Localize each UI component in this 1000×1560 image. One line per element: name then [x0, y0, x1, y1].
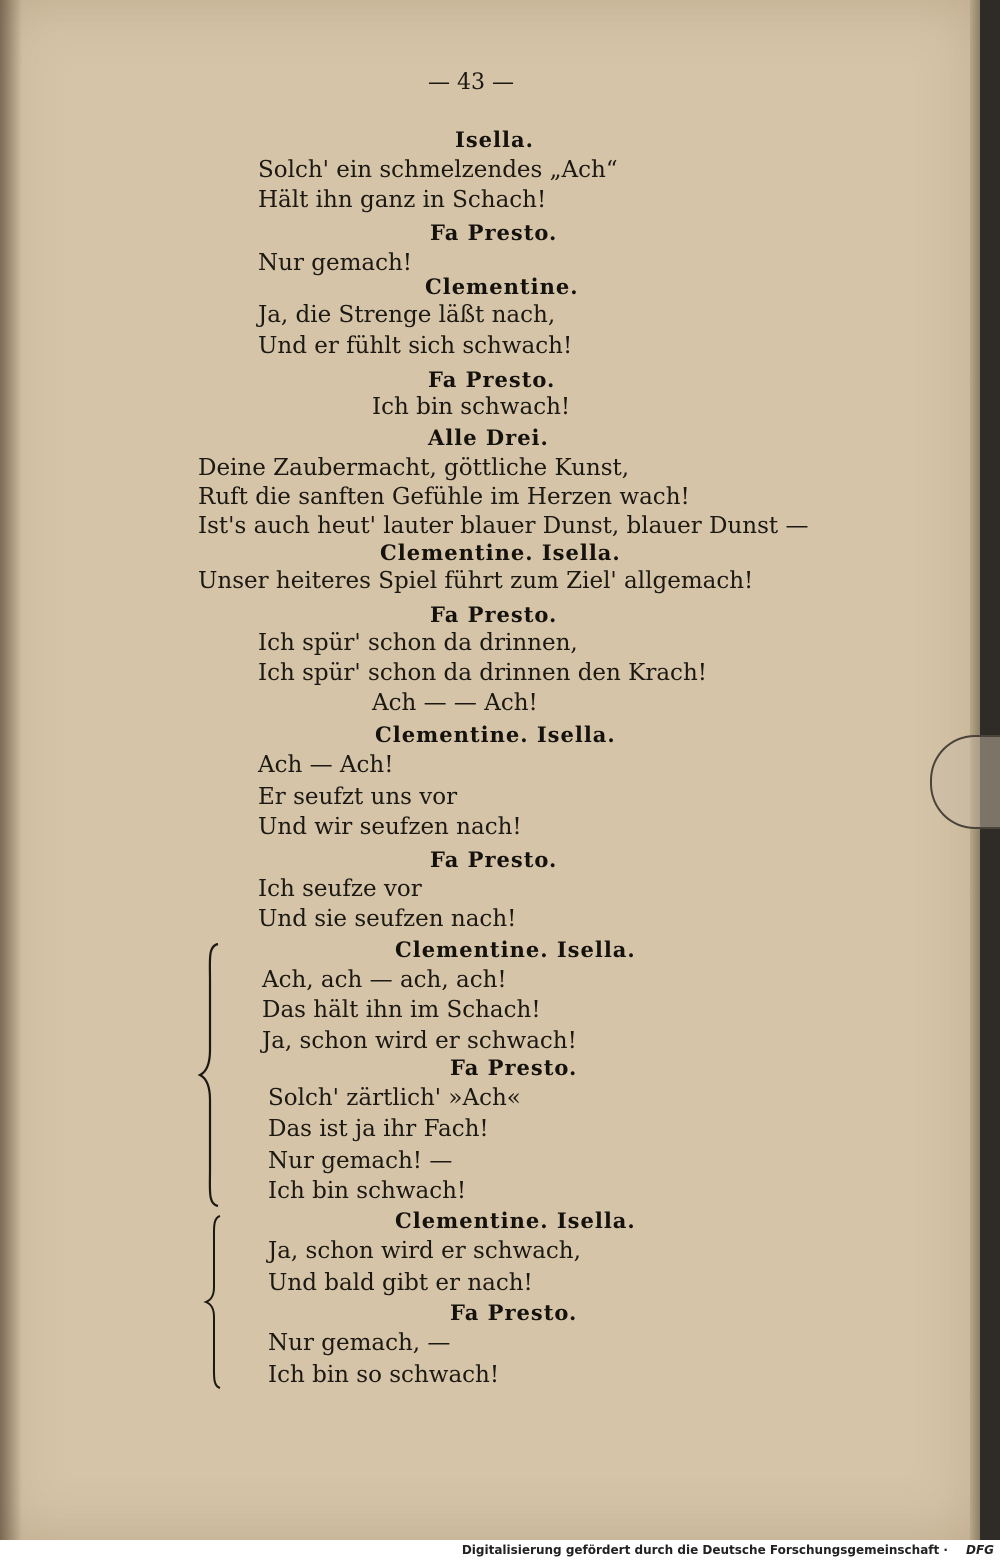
- verse-line: Ja, schon wird er schwach!: [262, 1028, 577, 1054]
- verse-line: Das ist ja ihr Fach!: [268, 1116, 489, 1142]
- verse-line: Und wir seufzen nach!: [258, 814, 522, 840]
- verse-line: Er seufzt uns vor: [258, 784, 458, 810]
- page-number: — 43 —: [428, 70, 514, 95]
- verse-line: Ruft die sanften Gefühle im Herzen wach!: [198, 484, 690, 510]
- footer-bar: [0, 1540, 1000, 1560]
- speaker-heading: Clementine. Isella.: [380, 540, 621, 565]
- verse-line: Ach — Ach!: [258, 752, 394, 778]
- funding-notice: Digitalisierung gefördert durch die Deutsche Forschungsgemeinschaft ·: [461, 1543, 948, 1557]
- curly-brace-icon: [200, 1212, 226, 1392]
- speaker-heading: Alle Drei.: [428, 425, 549, 450]
- speaker-heading: Fa Presto.: [450, 1055, 578, 1080]
- verse-line: Ach, ach — ach, ach!: [262, 967, 507, 993]
- verse-line: Hält ihn ganz in Schach!: [258, 187, 547, 213]
- dfg-logo: DFG: [965, 1543, 994, 1557]
- verse-line: Unser heiteres Spiel führt zum Ziel' allgemach!: [198, 568, 754, 594]
- speaker-heading: Fa Presto.: [430, 847, 558, 872]
- verse-line: Deine Zaubermacht, göttliche Kunst,: [198, 455, 630, 481]
- verse-line: Solch' ein schmelzendes „Ach“: [258, 157, 618, 183]
- verse-line: Ich seufze vor: [258, 876, 422, 902]
- speaker-heading: Isella.: [455, 127, 534, 152]
- speaker-heading: Clementine. Isella.: [375, 722, 616, 747]
- page-clip: [930, 735, 1000, 829]
- speaker-heading: Clementine.: [425, 274, 579, 299]
- verse-line: Ach — — Ach!: [372, 690, 538, 716]
- verse-line: Und bald gibt er nach!: [268, 1270, 533, 1296]
- speaker-heading: Fa Presto.: [430, 220, 558, 245]
- verse-line: Ich spür' schon da drinnen den Krach!: [258, 660, 707, 686]
- verse-line: Und er fühlt sich schwach!: [258, 333, 573, 359]
- speaker-heading: Fa Presto.: [428, 367, 556, 392]
- speaker-heading: Fa Presto.: [450, 1300, 578, 1325]
- curly-brace-icon: [196, 940, 226, 1210]
- verse-line: Nur gemach, —: [268, 1330, 451, 1356]
- verse-line: Ist's auch heut' lauter blauer Dunst, blauer Dunst —: [198, 513, 809, 539]
- verse-line: Das hält ihn im Schach!: [262, 997, 541, 1023]
- spine-shadow: [0, 0, 22, 1540]
- verse-line: Ich bin schwach!: [268, 1178, 467, 1204]
- verse-line: Solch' zärtlich' »Ach«: [268, 1085, 521, 1111]
- verse-line: Ja, die Strenge läßt nach,: [258, 302, 556, 328]
- verse-line: Nur gemach!: [258, 250, 413, 276]
- verse-line: Und sie seufzen nach!: [258, 906, 517, 932]
- verse-line: Ich bin so schwach!: [268, 1362, 500, 1388]
- verse-line: Ich bin schwach!: [372, 394, 571, 420]
- verse-line: Ich spür' schon da drinnen,: [258, 630, 578, 656]
- speaker-heading: Clementine. Isella.: [395, 1208, 636, 1233]
- verse-line: Nur gemach! —: [268, 1148, 453, 1174]
- speaker-heading: Fa Presto.: [430, 602, 558, 627]
- verse-line: Ja, schon wird er schwach,: [268, 1238, 581, 1264]
- speaker-heading: Clementine. Isella.: [395, 937, 636, 962]
